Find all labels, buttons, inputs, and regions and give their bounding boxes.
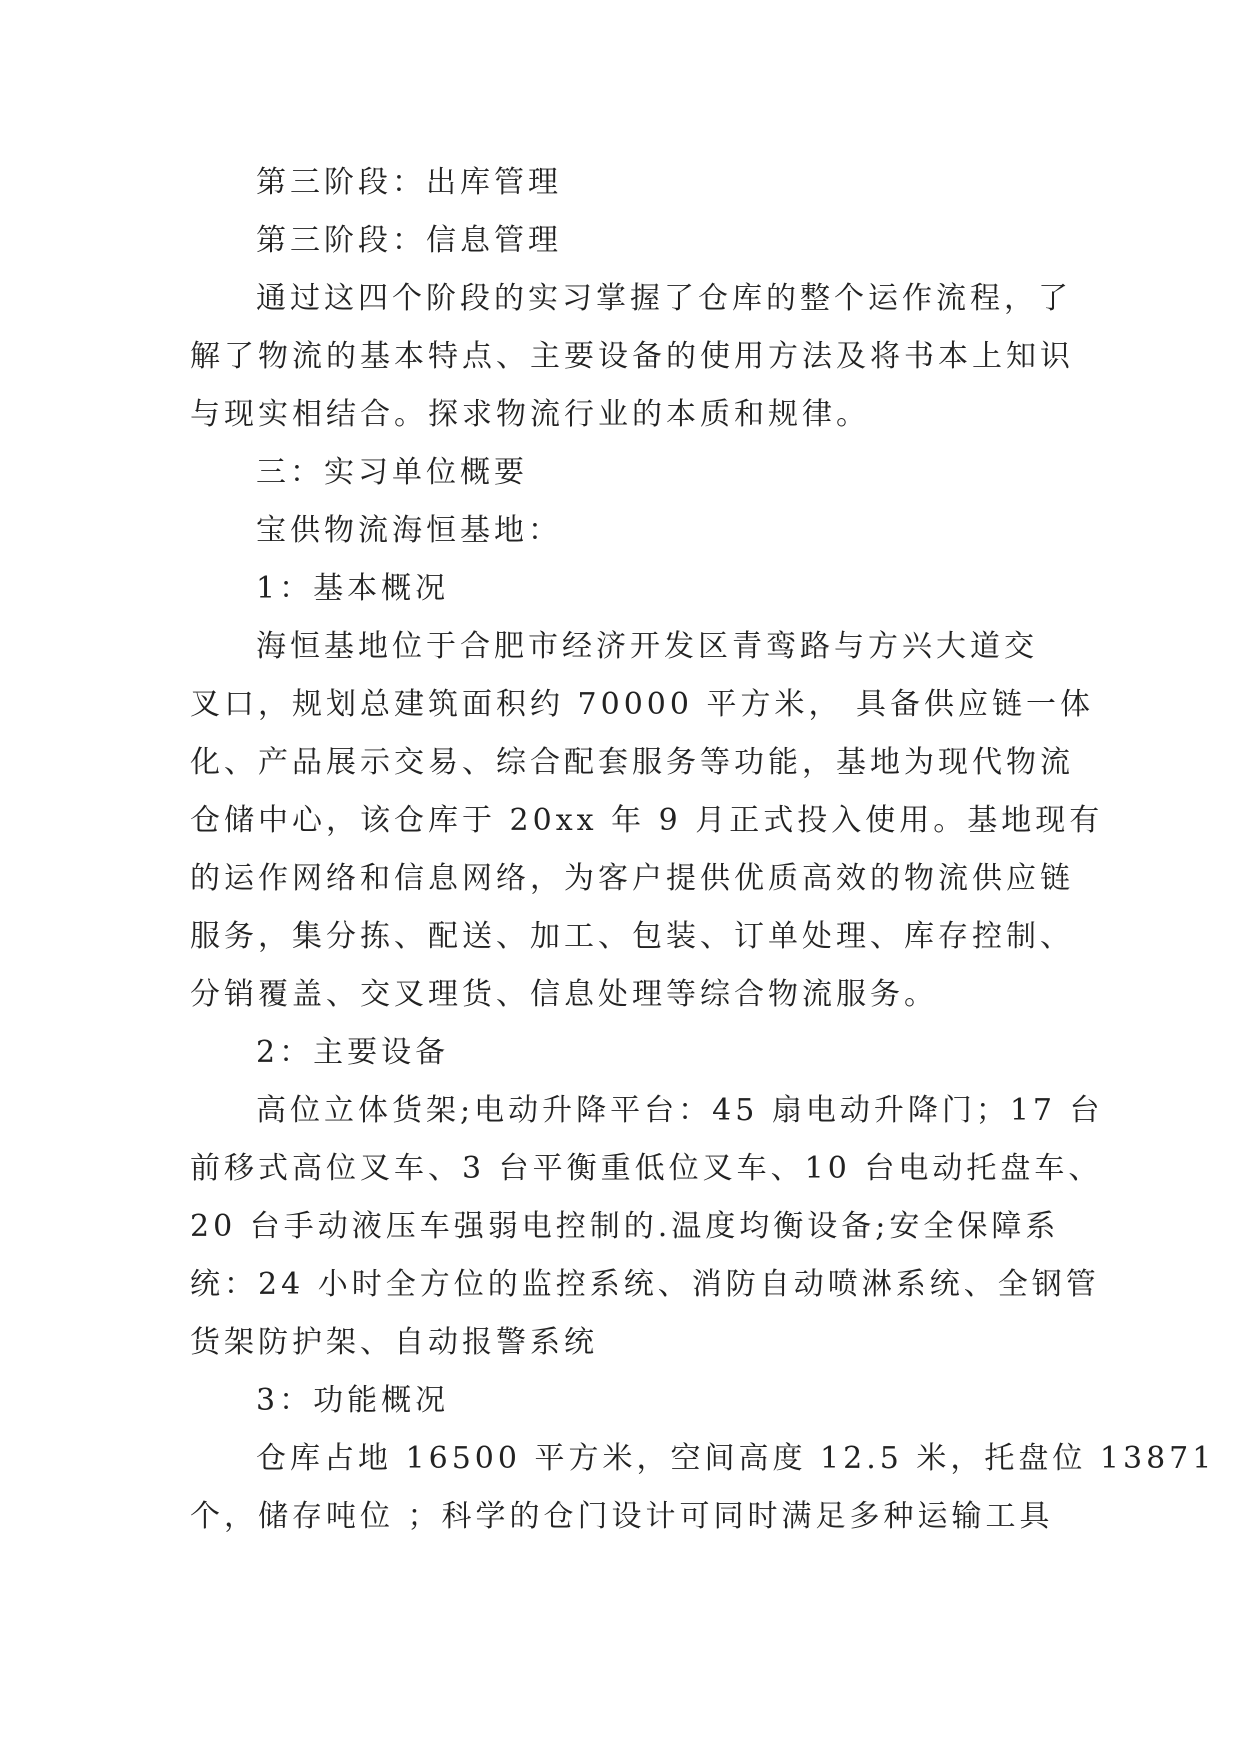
section-heading: 三：实习单位概要 xyxy=(256,455,528,490)
paragraph-line: 20 台手动液压车强弱电控制的.温度均衡设备;安全保障系 xyxy=(190,1209,1060,1244)
paragraph-line: 统：24 小时全方位的监控系统、消防自动喷淋系统、全钢管 xyxy=(190,1267,1100,1302)
paragraph-line: 高位立体货架;电动升降平台：45 扇电动升降门；17 台 xyxy=(256,1093,1104,1128)
paragraph-line: 第三阶段：信息管理 xyxy=(256,223,562,258)
paragraph-line: 前移式高位叉车、3 台平衡重低位叉车、10 台电动托盘车、 xyxy=(190,1151,1103,1186)
paragraph-line: 的运作网络和信息网络，为客户提供优质高效的物流供应链 xyxy=(190,861,1074,896)
paragraph-line: 叉口，规划总建筑面积约 70000 平方米， 具备供应链一体 xyxy=(190,687,1095,722)
paragraph-line: 与现实相结合。探求物流行业的本质和规律。 xyxy=(190,397,870,432)
subsection-heading: 3：功能概况 xyxy=(256,1383,450,1418)
paragraph-line: 货架防护架、自动报警系统 xyxy=(190,1325,598,1360)
paragraph-line: 个，储存吨位 ；科学的仓门设计可同时满足多种运输工具 xyxy=(190,1499,1054,1534)
document-body xyxy=(190,154,1216,1546)
paragraph-line: 仓库占地 16500 平方米，空间高度 12.5 米，托盘位 13871 xyxy=(256,1441,1216,1476)
subsection-heading: 1：基本概况 xyxy=(256,571,450,606)
paragraph-line: 第三阶段：出库管理 xyxy=(256,165,562,200)
paragraph-line: 仓储中心，该仓库于 20xx 年 9 月正式投入使用。基地现有 xyxy=(190,803,1104,838)
paragraph-line: 解了物流的基本特点、主要设备的使用方法及将书本上知识 xyxy=(190,339,1074,374)
paragraph-line: 海恒基地位于合肥市经济开发区青鸾路与方兴大道交 xyxy=(256,629,1038,664)
paragraph-line: 通过这四个阶段的实习掌握了仓库的整个运作流程，了 xyxy=(256,281,1072,316)
paragraph-line: 宝供物流海恒基地： xyxy=(256,513,562,548)
paragraph-line: 分销覆盖、交叉理货、信息处理等综合物流服务。 xyxy=(190,977,938,1012)
subsection-heading: 2：主要设备 xyxy=(256,1035,450,1070)
paragraph-line: 化、产品展示交易、综合配套服务等功能，基地为现代物流 xyxy=(190,745,1074,780)
paragraph-line: 服务，集分拣、配送、加工、包装、订单处理、库存控制、 xyxy=(190,919,1074,954)
